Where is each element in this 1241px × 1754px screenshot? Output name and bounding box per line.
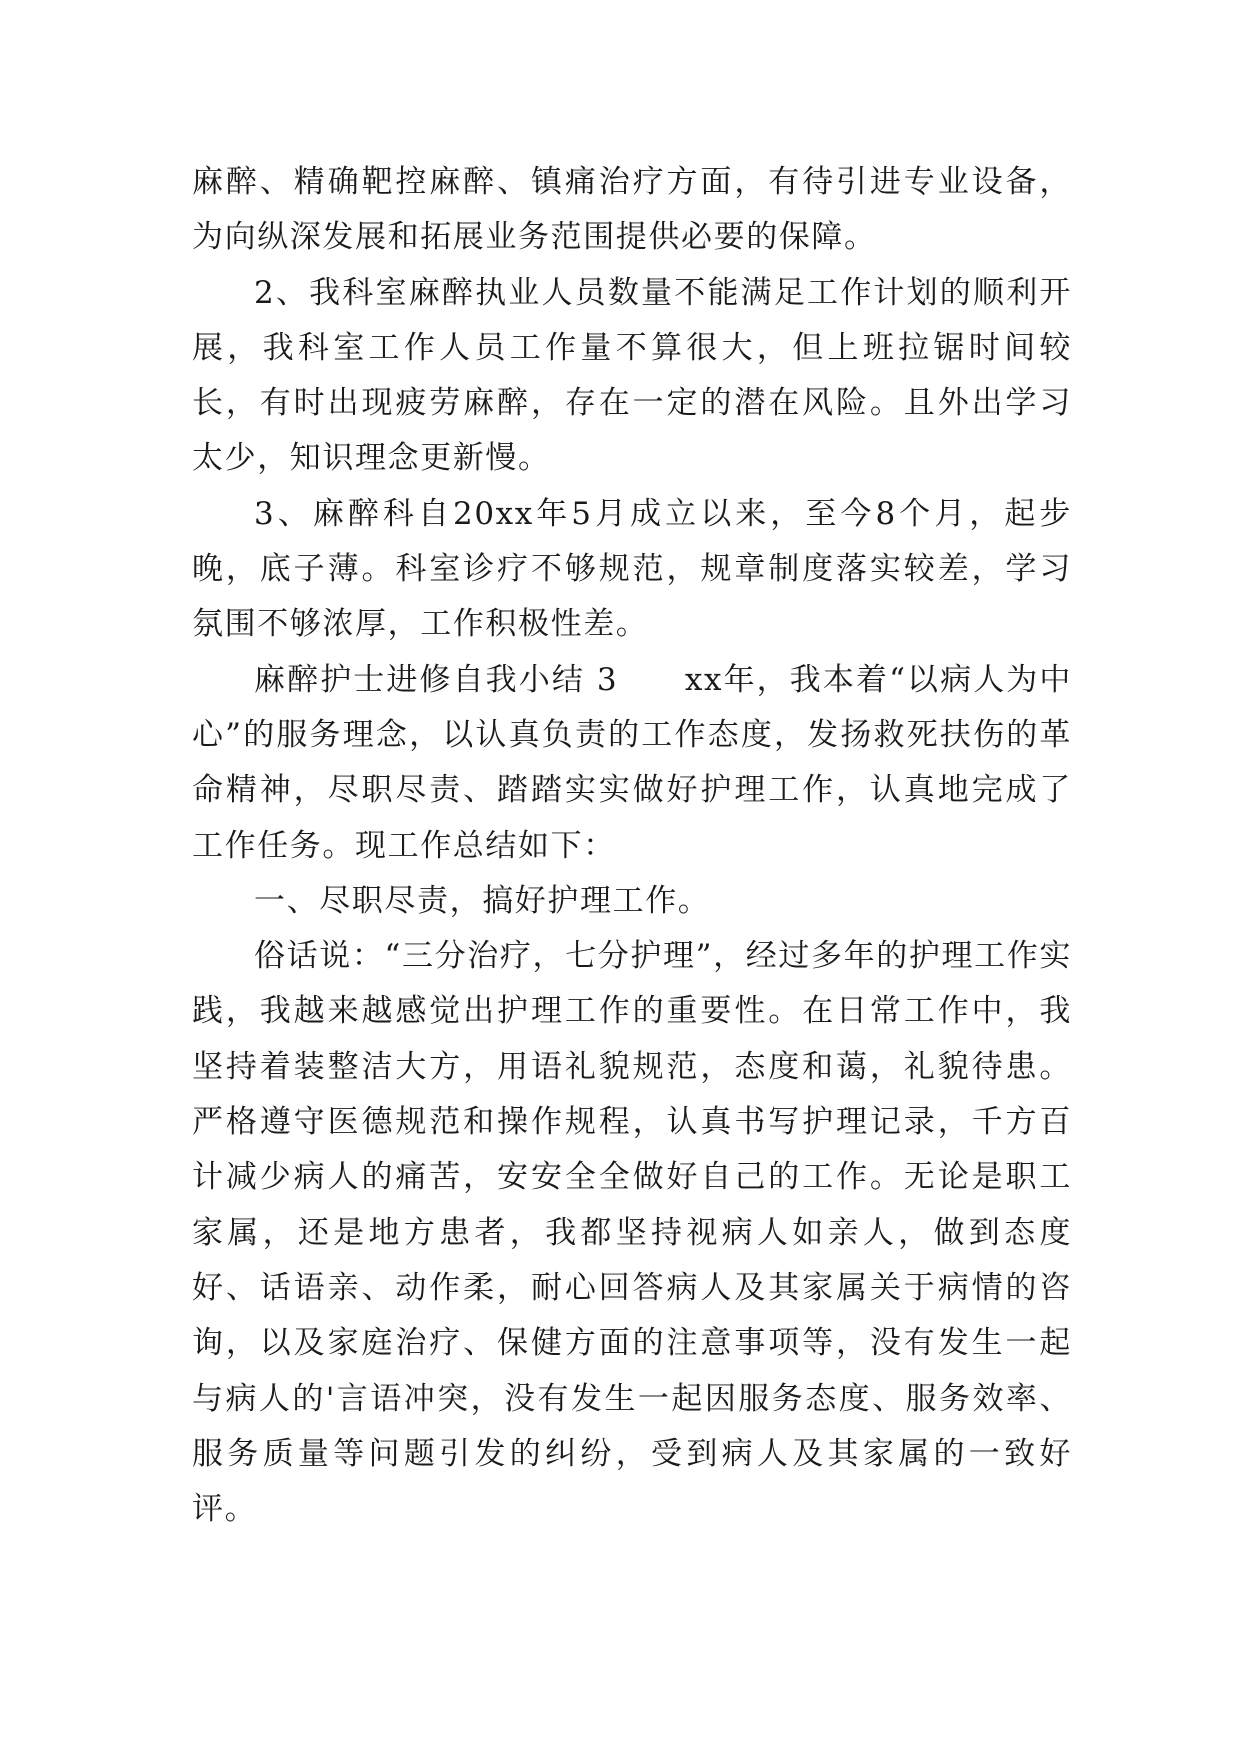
document-body xyxy=(192,155,1072,1537)
paragraph-nursing-work: 俗话说：“三分治疗，七分护理”，经过多年的护理工作实践，我越来越感觉出护理工作的重要性。在日常工作中，我坚持着装整洁大方，用语礼貌规范，态度和蔼，礼貌待患。严格遵守医德规范和操作规程，认真书写护理记录，千方百计减少病人的痛苦，安安全全做好自己的工作。无论是职工家属，还是地方患者，我都坚持视病人如亲人，做到态度好、话语亲、动作柔，耐心回答病人及其家属关于病情的咨询，以及家庭治疗、保健方面的注意事项等，没有发生一起与病人的'言语冲突，没有发生一起因服务态度、服务效率、服务质量等问题引发的纠纷，受到病人及其家属的一致好评。 xyxy=(192,938,1072,1528)
section-heading: 一、尽职尽责，搞好护理工作。 xyxy=(254,882,711,919)
paragraph-summary-intro: 麻醉护士进修自我小结 3 xx年，我本着“以病人为中心”的服务理念，以认真负责的工作态度，发扬救死扶伤的革命精神，尽职尽责、踏踏实实做好护理工作，认真地完成了工作任务。现工作总结如下： xyxy=(192,661,1072,864)
paragraph-continuation: 麻醉、精确靶控麻醉、镇痛治疗方面，有待引进专业设备，为向纵深发展和拓展业务范围提供必要的保障。 xyxy=(192,164,1072,256)
paragraph-item-2: 2、我科室麻醉执业人员数量不能满足工作计划的顺利开展，我科室工作人员工作量不算很大，但上班拉锯时间较长，有时出现疲劳麻醉，存在一定的潜在风险。且外出学习太少，知识理念更新慢。 xyxy=(192,274,1072,477)
paragraph-item-3: 3、麻醉科自20xx年5月成立以来，至今8个月，起步晚，底子薄。科室诊疗不够规范，规章制度落实较差，学习氛围不够浓厚，工作积极性差。 xyxy=(192,495,1072,643)
